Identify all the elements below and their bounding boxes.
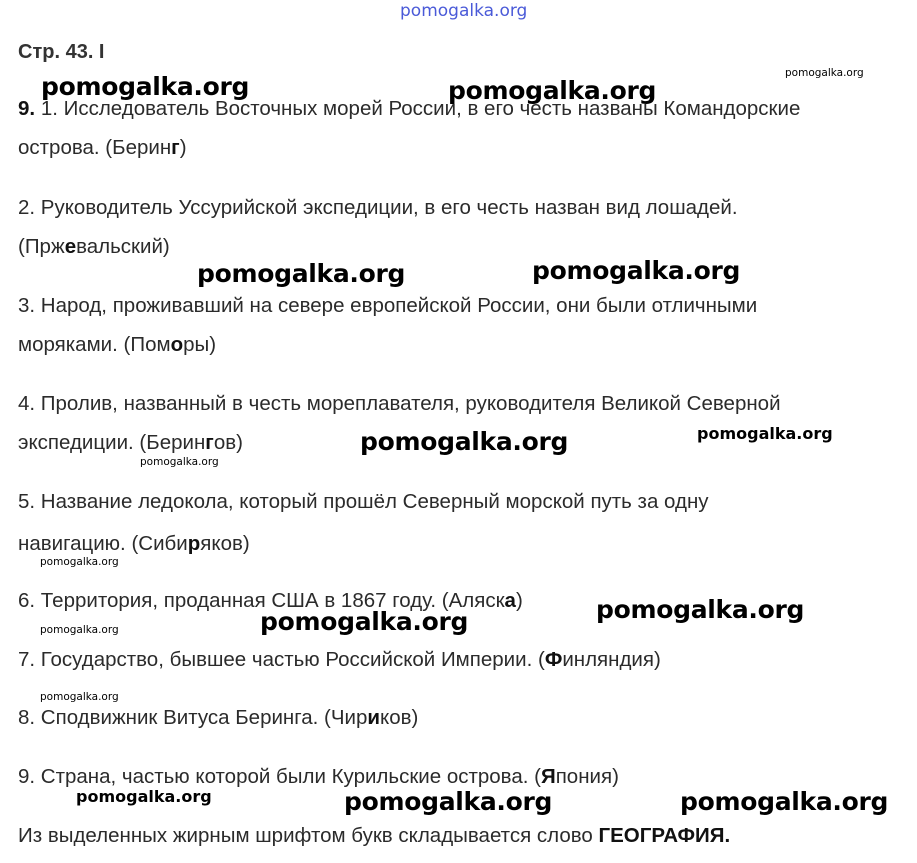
watermark: pomogalka.org [344,787,553,816]
highlight-letter: а [504,589,516,612]
watermark: pomogalka.org [41,72,250,101]
question-7: 7. Государство, бывшее частью Российской Империи. (Финляндия) [18,648,661,671]
watermark: pomogalka.org [532,256,741,285]
page-title: Стр. 43. I [18,41,105,63]
watermark: pomogalka.org [448,76,657,105]
highlight-letter: г [205,431,214,454]
watermark: pomogalka.org [680,787,889,816]
watermark: pomogalka.org [785,67,864,79]
watermark: pomogalka.org [40,691,119,703]
question-3-line-2: моряками. (Поморы) [18,333,217,356]
question-8: 8. Сподвижник Витуса Беринга. (Чириков) [18,706,419,729]
question-4-line-1: 4. Пролив, названный в честь мореплавателя, руководителя Великой Северной [18,392,781,415]
question-2-line-1: 2. Руководитель Уссурийской экспедиции, в его честь назван вид лошадей. [18,196,738,219]
watermark: pomogalka.org [596,595,805,624]
conclusion-text: Из выделенных жирным шрифтом букв складывается слово ГЕОГРАФИЯ. [18,824,731,847]
question-1-line-1: 9. 1. Исследователь Восточных морей России, в его честь названы Командорские [18,97,801,120]
task-number: 9. [18,97,36,120]
watermark-top: pomogalka.org [400,1,528,21]
highlight-letter: е [64,235,77,258]
question-4-line-2: экспедиции. (Берингов) [18,431,243,454]
watermark: pomogalka.org [197,259,406,288]
highlight-letter: г [171,136,180,159]
question-1-line-2: острова. (Беринг) [18,136,187,159]
watermark: pomogalka.org [76,787,212,806]
watermark: pomogalka.org [140,456,219,468]
question-5-line-1: 5. Название ледокола, который прошёл Северный морской путь за одну [18,490,709,513]
watermark: pomogalka.org [260,607,469,636]
highlight-letter: Я [540,765,556,788]
question-9: 9. Страна, частью которой были Курильские острова. (Япония) [18,765,619,788]
highlight-letter: и [367,706,381,729]
watermark: pomogalka.org [40,556,119,568]
question-5-line-2: навигацию. (Сибиряков) [18,532,250,555]
highlight-letter: Ф [544,648,563,671]
watermark: pomogalka.org [40,624,119,636]
highlight-letter: р [187,532,201,555]
watermark: pomogalka.org [697,424,833,443]
watermark: pomogalka.org [360,427,569,456]
highlight-letter: о [170,333,184,356]
question-2-line-2: (Пржевальский) [18,235,170,258]
question-3-line-1: 3. Народ, проживавший на севере европейской России, они были отличными [18,294,758,317]
question-6: 6. Территория, проданная США в 1867 году. (Аляска) [18,589,523,612]
answer-word: ГЕОГРАФИЯ. [598,824,731,847]
